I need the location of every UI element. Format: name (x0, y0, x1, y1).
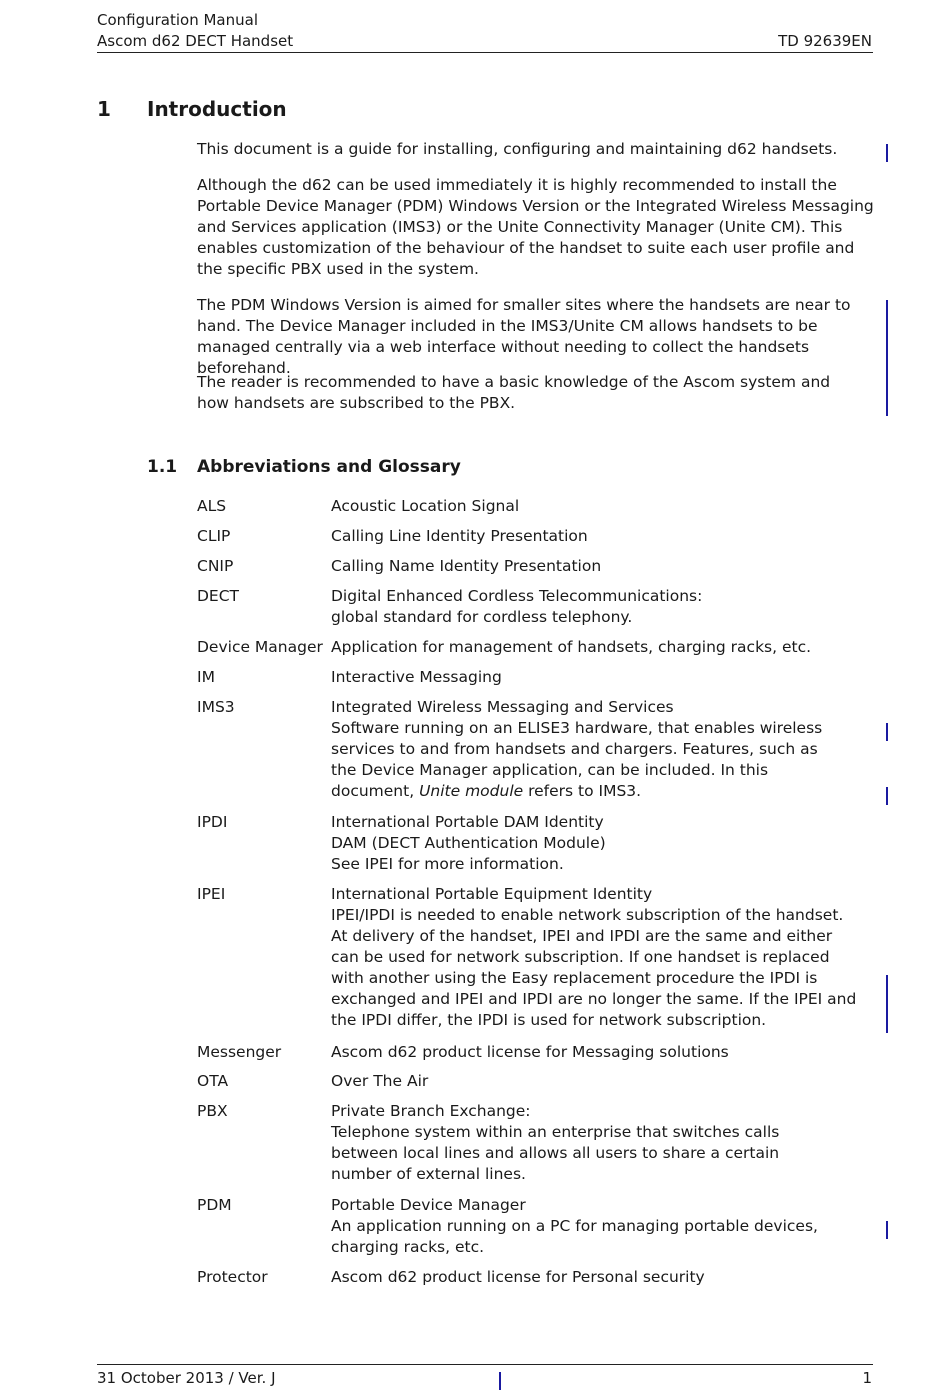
glossary-definition (331, 1195, 861, 1258)
change-bar (886, 300, 888, 416)
intro-paragraph-1: This document is a guide for installing, configuring and maintaining d62 handsets. (197, 140, 838, 158)
change-bar (886, 144, 888, 162)
header-manual-title: Configuration Manual (97, 11, 259, 29)
glossary-term: Device Manager (197, 638, 323, 656)
glossary-term: DECT (197, 587, 240, 605)
glossary-term: IPDI (197, 813, 228, 831)
definition-line: An application running on a PC for managing portable devices, charging racks, etc. (331, 1217, 818, 1256)
glossary-definition (331, 1267, 861, 1288)
glossary-definition (331, 526, 861, 547)
glossary-term: IMS3 (197, 698, 235, 716)
section-number: 1 (97, 97, 111, 121)
footer-page-number: 1 (862, 1369, 872, 1387)
definition-line: Ascom d62 product license for Personal security (331, 1268, 705, 1286)
definition-text: refers to IMS3. (523, 782, 642, 800)
definition-line: DAM (DECT Authentication Module) (331, 834, 606, 852)
subsection-heading-glossary (147, 457, 461, 477)
footer-date-version: 31 October 2013 / Ver. J (97, 1369, 276, 1387)
definition-text: Software running on an ELISE3 hardware, that enables wireless services to and from handsets and chargers. Features, such as the Device Manager application, can be included. In this document, (331, 719, 823, 800)
glossary-term: ALS (197, 497, 227, 515)
definition-line: Ascom d62 product license for Messaging solutions (331, 1043, 729, 1061)
glossary-term: Messenger (197, 1043, 282, 1061)
subsection-number: 1.1 (147, 457, 178, 477)
glossary-definition (331, 1101, 861, 1185)
definition-line: See IPEI for more information. (331, 855, 564, 873)
intro-paragraph-2: Although the d62 can be used immediately it is highly recommended to install the Portable Device Manager (PDM) Windows Version or the Integrated Wireless Messaging and Services application (IMS3) or the Unite Connectivity Manager (Unite CM). This enables customization of the behaviour of the handset to suite each user profile and the specific PBX used in the system. (197, 176, 874, 278)
definition-line: Digital Enhanced Cordless Telecommunications: (331, 587, 703, 605)
footer-divider (97, 1364, 873, 1365)
glossary-definition (331, 884, 861, 1031)
glossary-term: Protector (197, 1268, 268, 1286)
glossary-term: PDM (197, 1196, 232, 1214)
definition-line: IPEI/IPDI is needed to enable network subscription of the handset. At delivery of the handset, IPEI and IPDI are the same and either can be used for network subscription. If one handset is replaced with another using the Easy replacement procedure the IPDI is exchanged and IPEI and IPDI are no longer the same. If the IPEI and the IPDI differ, the IPDI is used for network subscription. (331, 906, 857, 1029)
definition-line: Acoustic Location Signal (331, 497, 520, 515)
glossary-term: OTA (197, 1072, 229, 1090)
glossary-definition (331, 586, 861, 628)
header-titles (97, 10, 293, 52)
definition-line: Application for management of handsets, charging racks, etc. (331, 638, 812, 656)
definition-line: International Portable DAM Identity (331, 813, 604, 831)
glossary-term: IPEI (197, 885, 226, 903)
header-product-name: Ascom d62 DECT Handset (97, 32, 294, 50)
glossary-definition (331, 812, 861, 875)
intro-paragraph-4: The reader is recommended to have a basic knowledge of the Ascom system and how handsets are subscribed to the PBX. (197, 373, 831, 412)
change-bar (886, 975, 888, 1033)
change-bar (499, 1372, 501, 1390)
intro-paragraph-3: The PDM Windows Version is aimed for smaller sites where the handsets are near to hand. The Device Manager included in the IMS3/Unite CM allows handsets to be managed centrally via a web interface without needing to collect the handsets beforehand. (197, 296, 851, 377)
change-bar (886, 787, 888, 805)
header-divider (97, 52, 873, 53)
definition-line: Over The Air (331, 1072, 429, 1090)
glossary-term: IM (197, 668, 215, 686)
definition-line: Calling Line Identity Presentation (331, 527, 588, 545)
change-bar (886, 1221, 888, 1239)
glossary-definition (331, 496, 861, 517)
definition-italic-term: Unite module (419, 782, 524, 800)
glossary-definition (331, 637, 861, 658)
glossary-definition (331, 1071, 861, 1092)
definition-line: Integrated Wireless Messaging and Services (331, 698, 674, 716)
change-bar (886, 723, 888, 741)
subsection-title: Abbreviations and Glossary (197, 457, 461, 477)
header-doc-id: TD 92639EN (778, 32, 872, 50)
section-heading-introduction (97, 97, 287, 121)
definition-line: Portable Device Manager (331, 1196, 526, 1214)
definition-line: global standard for cordless telephony. (331, 608, 633, 626)
definition-line: Interactive Messaging (331, 668, 502, 686)
definition-line: International Portable Equipment Identity (331, 885, 653, 903)
definition-line (331, 718, 841, 802)
glossary-definition (331, 697, 861, 802)
glossary-term: PBX (197, 1102, 228, 1120)
glossary-definition (331, 667, 861, 688)
definition-line: Calling Name Identity Presentation (331, 557, 602, 575)
definition-line: Telephone system within an enterprise that switches calls between local lines and allows all users to share a certain number of external lines. (331, 1123, 780, 1183)
section-title: Introduction (147, 97, 287, 121)
glossary-term: CNIP (197, 557, 234, 575)
glossary-definition (331, 1042, 861, 1063)
glossary-term: CLIP (197, 527, 231, 545)
definition-line: Private Branch Exchange: (331, 1102, 531, 1120)
glossary-definition (331, 556, 861, 577)
